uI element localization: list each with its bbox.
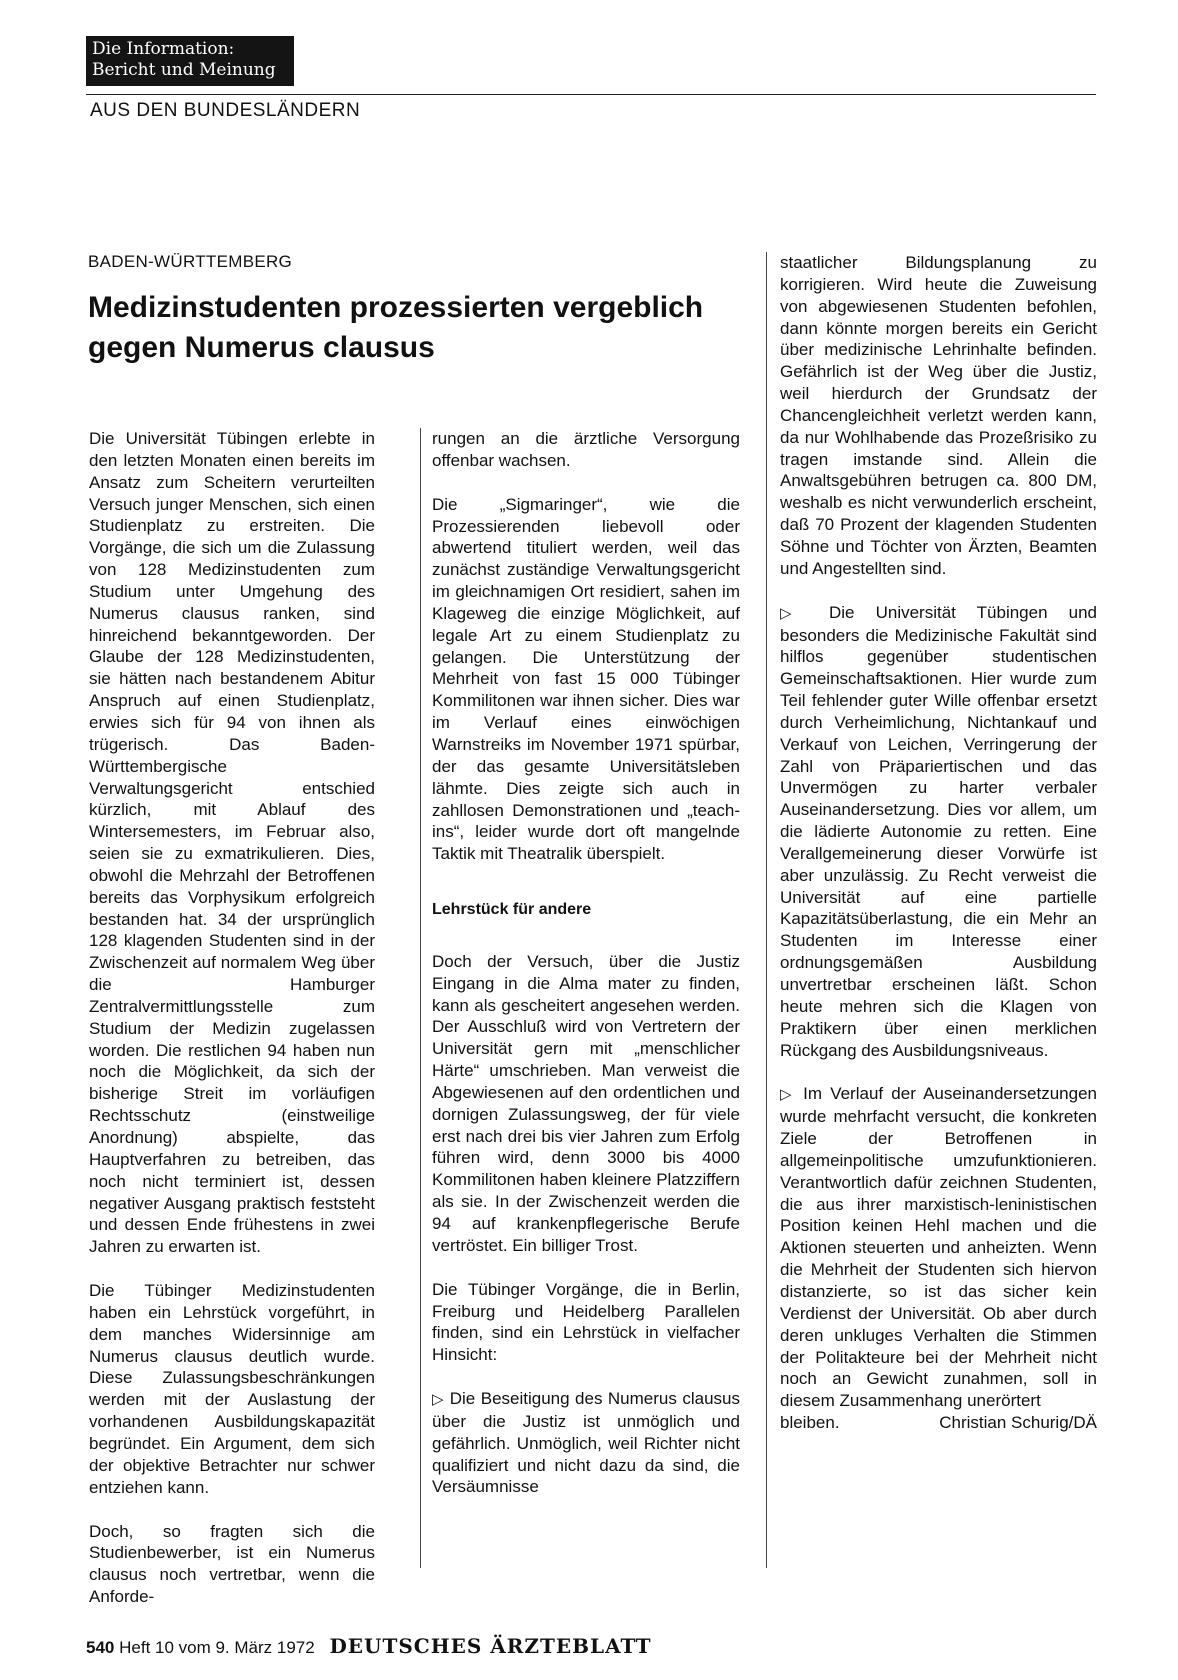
column-divider <box>420 428 421 1568</box>
paragraph: staatlicher Bildungsplanung zu korrigieren. Wird heute die Zuweisung von abgewiesenen Studenten befohlen, dann könnte morgen bereits ein Gericht über medizinische Lehrinhalte befinden. Gefährlich ist der Weg über die Justiz, weil hierdurch der Grundsatz der Chancengleichheit verletzt werden kann, da nur Wohlhabende das Prozeßrisiko zu tragen imstande sind. Allein die Anwaltsgebühren betrugen ca. 800 DM, weshalb es nicht verwunderlich erscheint, daß 70 Prozent der klagenden Studenten Söhne und Töchter von Ärzten, Beamten und Angestellten sind. <box>780 253 1097 578</box>
author-credit: Christian Schurig/DÄ <box>939 1413 1097 1433</box>
journal-name: DEUTSCHES ÄRZTEBLATT <box>329 1634 652 1658</box>
bullet-paragraph <box>432 1388 740 1498</box>
section-label: AUS DEN BUNDESLÄNDERN <box>90 100 361 121</box>
column-2 <box>432 428 740 1498</box>
triangle-bullet-icon: ▷ <box>780 604 808 622</box>
signature-line <box>780 1412 1097 1434</box>
paragraph: Die Tübinger Vorgänge, die in Berlin, Freiburg und Heidelberg Parallelen finden, sind ein Lehrstück in vielfacher Hinsicht: <box>432 1279 740 1365</box>
column-1 <box>89 428 375 1608</box>
paragraph: Doch der Versuch, über die Justiz Eingang in die Alma mater zu finden, kann als gescheitert angesehen werden. Der Ausschluß wird von Vertretern der Universität gern mit „menschlicher Härte“ umschrieben. Man verweist die Abgewiesenen auf den ordentlichen und dornigen Zulassungsweg, der für viele erst nach drei bis vier Jahren zum Erfolg führen wird, denn 3000 bis 4000 Kommilitonen haben kleinere Platzziffern als sie. In der Zwischenzeit werden die 94 auf krankenpflegerische Berufe vertröstet. Ein billiger Trost. <box>432 951 740 1255</box>
paragraph: Die Tübinger Medizinstudenten haben ein Lehrstück vorgeführt, in dem manches Widersinnige am Numerus clausus deutlich wurde. Diese Zulassungsbeschränkungen werden mit der Auslastung der vorhandenen Ausbildungskapazität begründet. Ein Argument, dem sich der objektive Betrachter nur schwer entziehen kann. <box>89 1281 375 1497</box>
column-3 <box>780 252 1097 1434</box>
triangle-bullet-icon: ▷ <box>432 1391 445 1409</box>
masthead-line-1: Die Information: <box>92 39 235 59</box>
bullet-text: Im Verlauf der Auseinandersetzungen wurde mehrfacht versucht, die konkreten Ziele der Betroffenen in allgemeinpolitische umzufunktionieren. Verantwortlich dafür zeichnen Studenten, die aus ihrer marxistisch-leninistischen Position keinen Hehl machen und die Aktionen steuerten und anheizten. Wenn die Mehrheit der Studenten sich hiervon distanzierte, so ist das sicher kein Verdienst der Universität. Ob aber durch deren unkluges Verhalten die Stimmen der Politakteure bei der Mehrheit nicht noch an Gewicht zunahmen, soll in diesem Zusammenhang unerörtert <box>780 1084 1097 1411</box>
page-footer <box>86 1634 652 1658</box>
article-headline: Medizinstudenten prozessierten vergeblich gegen Numerus clausus <box>88 291 704 364</box>
bullet-paragraph <box>780 602 1097 1062</box>
masthead-line-2: Bericht und Meinung <box>92 60 276 80</box>
paragraph: Die „Sigmaringer“, wie die Prozessierenden liebevoll oder abwertend tituliert werden, weil das zunächst zuständige Verwaltungsgericht im gleichnamigen Ort residiert, sahen im Klageweg die einzige Möglichkeit, auf legale Art zu einem Studienplatz zu gelangen. Die Unterstützung der Mehrheit von fast 15 000 Tübinger Kommilitonen war ihnen sicher. Dies war im Verlauf eines einwöchigen Warnstreiks im November 1971 spürbar, der das gesamte Universitätsleben lähmte. Dies zeigte sich auch in zahllosen Demonstrationen und „teach-ins“, leider wurde dort oft mangelnde Taktik mit Theatralik überspielt. <box>432 494 740 864</box>
paragraph: rungen an die ärztliche Versorgung offenbar wachsen. <box>432 429 740 470</box>
bullet-text: Die Beseitigung des Numerus clausus über die Justiz ist unmöglich und gefährlich. Unmöglich, weil Richter nicht qualifiziert und nicht dazu da sind, die Versäumnisse <box>432 1389 740 1497</box>
page-number: 540 <box>86 1638 115 1657</box>
paragraph: Doch, so fragten sich die Studienbewerber, ist ein Numerus clausus noch vertretbar, wenn die Anforde- <box>89 1521 375 1607</box>
bullet-paragraph <box>780 1083 1097 1412</box>
region-label: BADEN-WÜRTTEMBERG <box>88 252 293 271</box>
last-word: bleiben. <box>780 1413 840 1433</box>
bullet-text: Die Universität Tübingen und besonders die Medizinische Fakultät sind hilflos gegenüber studentischen Gemeinschaftsaktionen. Hier wurde zum Teil fehlender guter Wille offenbar ersetzt durch Verheimlichung, Nichtankauf und Verkauf von Leichen, Verringerung der Zahl von Präpariertischen und das Unvermögen zu harter verbaler Auseinandersetzung. Dies vor allem, um die lädierte Autonomie zu retten. Eine Verallgemeinerung dieser Vorwürfe ist aber unzulässig. Zu Recht verweist die Universität auf eine partielle Kapazitätsüberlastung, die ein Mehr an Studenten im Interesse einer ordnungsgemäßen Ausbildung unvertretbar erscheinen läßt. Schon heute mehren sich die Klagen von Praktikern über einen merklichen Rückgang des Ausbildungsniveaus. <box>780 602 1097 1060</box>
issue-info: Heft 10 vom 9. März 1972 <box>119 1638 315 1657</box>
subheading: Lehrstück für andere <box>432 901 592 919</box>
triangle-bullet-icon: ▷ <box>780 1086 795 1104</box>
top-rule <box>86 94 1096 95</box>
column-divider <box>766 252 767 1568</box>
masthead-box <box>86 36 294 86</box>
paragraph: Die Universität Tübingen erlebte in den letzten Monaten einen bereits im Ansatz zum Scheitern verurteilten Versuch junger Menschen, sich einen Studienplatz zu erstreiten. Die Vorgänge, die sich um die Zulassung von 128 Medizinstudenten zum Studium unter Umgehung des Numerus clausus ranken, sind hinreichend bekanntgeworden. Der Glaube der 128 Medizinstudenten, sie hätten nach bestandenem Abitur Anspruch auf einen Studienplatz, erwies sich für 94 von ihnen als trügerisch. Das Baden-Württembergische Verwaltungsgericht entschied kürzlich, mit Ablauf des Wintersemesters, im Februar also, seien sie zu exmatrikulieren. Dies, obwohl die Mehrzahl der Betroffenen bereits das Vorphysikum erfolgreich bestanden hat. 34 der ursprünglich 128 klagenden Studenten sind in der Zwischenzeit auf normalem Weg über die Hamburger Zentralvermittlungsstelle zum Studium der Medizin zugelassen worden. Die restlichen 94 haben nun noch die Möglichkeit, da sich der bisherige Streit im vorläufigen Rechtsschutz (einstweilige Anordnung) abspielte, das Hauptverfahren zu betreiben, das noch nicht terminiert ist, dessen negativer Ausgang praktisch feststeht und dessen Ende frühestens in zwei Jahren zu erwarten ist. <box>89 429 375 1257</box>
